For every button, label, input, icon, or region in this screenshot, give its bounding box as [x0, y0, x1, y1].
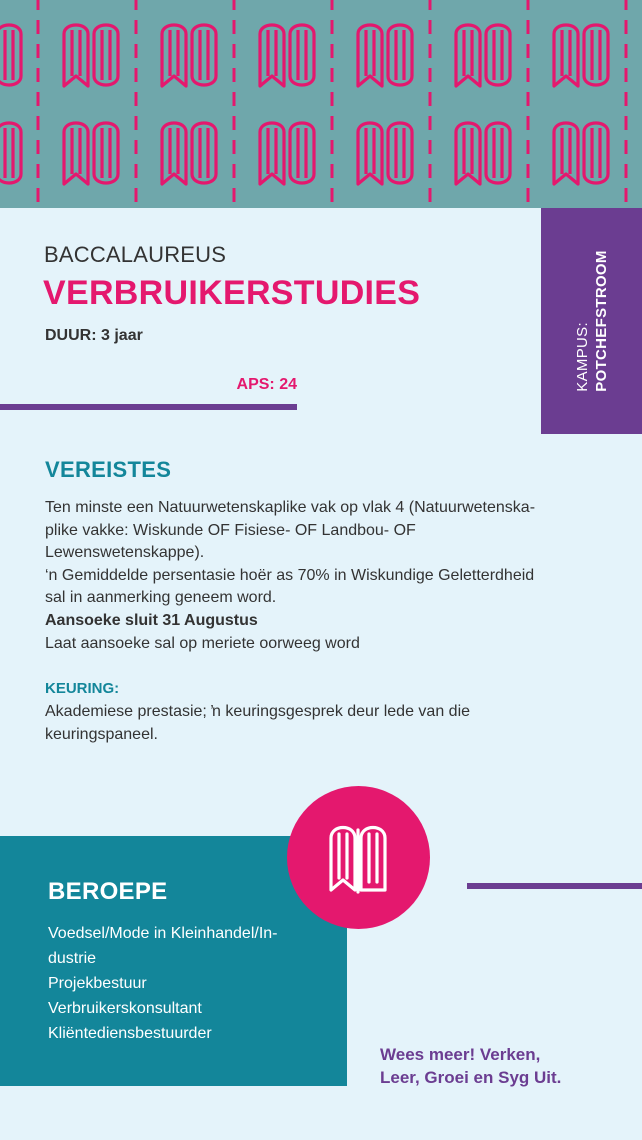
requirements-line: plike vakke: Wiskunde OF Fisiese- OF Landbou- OF: [45, 521, 416, 539]
requirements-line: sal in aanmerking geneem word.: [45, 589, 277, 607]
open-book-icon: [554, 25, 608, 86]
campus-label-group: [573, 250, 611, 391]
requirements-heading: VEREISTES: [45, 457, 172, 482]
careers-list: [48, 921, 313, 1046]
book-badge: [287, 786, 430, 929]
divider-rule: [0, 404, 297, 410]
requirements-line: Ten minste een Natuurwetenskaplike vak op vlak 4 (Natuurwetenska-: [45, 499, 536, 516]
requirements-text: [45, 497, 605, 655]
open-book-icon-pattern: [0, 0, 642, 208]
divider-rule: [467, 883, 642, 889]
open-book-icon: [456, 123, 510, 184]
degree-type: BACCALAUREUS: [44, 242, 227, 267]
selection-heading: KEURING:: [45, 680, 120, 697]
open-book-icon: [0, 25, 21, 86]
slogan: [380, 1043, 620, 1089]
selection-line: keuringspaneel.: [45, 725, 158, 743]
open-book-icon: [64, 123, 118, 184]
requirements-line: Lewenswetenskappe).: [45, 544, 205, 562]
selection-text: [45, 701, 605, 746]
campus-value: POTCHEFSTROOM: [592, 250, 610, 392]
campus-box: [541, 208, 642, 434]
program-title: VERBRUIKERSTUDIES: [43, 274, 421, 312]
duration-value: 3 jaar: [101, 327, 143, 344]
open-book-icon: [260, 123, 314, 184]
career-item: dustrie: [48, 950, 97, 967]
career-item: Projekbestuur: [48, 975, 147, 992]
requirements-line: ‘n Gemiddelde persentasie hoër as 70% in Wiskundige Geletterdheid: [45, 566, 535, 584]
open-book-icon: [554, 123, 608, 184]
open-book-icon: [162, 123, 216, 184]
selection-line: Akademiese prestasie; ŉ keuringsgesprek deur lede van die: [45, 703, 471, 720]
career-item: Verbruikerskonsultant: [48, 1000, 202, 1017]
career-item: Voedsel/Mode in Kleinhandel/In-: [48, 925, 278, 942]
open-book-icon: [64, 25, 118, 86]
aps-score: APS: 24: [236, 376, 297, 393]
slogan-line: Leer, Groei en Syg Uit.: [380, 1068, 562, 1087]
late-application-note: Laat aansoeke sal op meriete oorweeg word: [45, 634, 360, 652]
open-book-icon: [456, 25, 510, 86]
duration-label: DUUR:: [45, 327, 97, 344]
application-deadline: Aansoeke sluit 31 Augustus: [45, 611, 258, 629]
open-book-icon: [260, 25, 314, 86]
open-book-icon: [162, 25, 216, 86]
duration: [45, 327, 143, 345]
slogan-line: Wees meer! Verken,: [380, 1045, 541, 1064]
open-book-icon: [358, 123, 412, 184]
open-book-icon: [0, 123, 21, 184]
campus-label: KAMPUS:: [573, 322, 591, 392]
open-book-icon: [287, 786, 430, 929]
careers-heading: BEROEPE: [48, 878, 168, 905]
open-book-icon: [358, 25, 412, 86]
book-pattern-banner: [0, 0, 642, 208]
career-item: Kliëntediensbestuurder: [48, 1025, 212, 1042]
